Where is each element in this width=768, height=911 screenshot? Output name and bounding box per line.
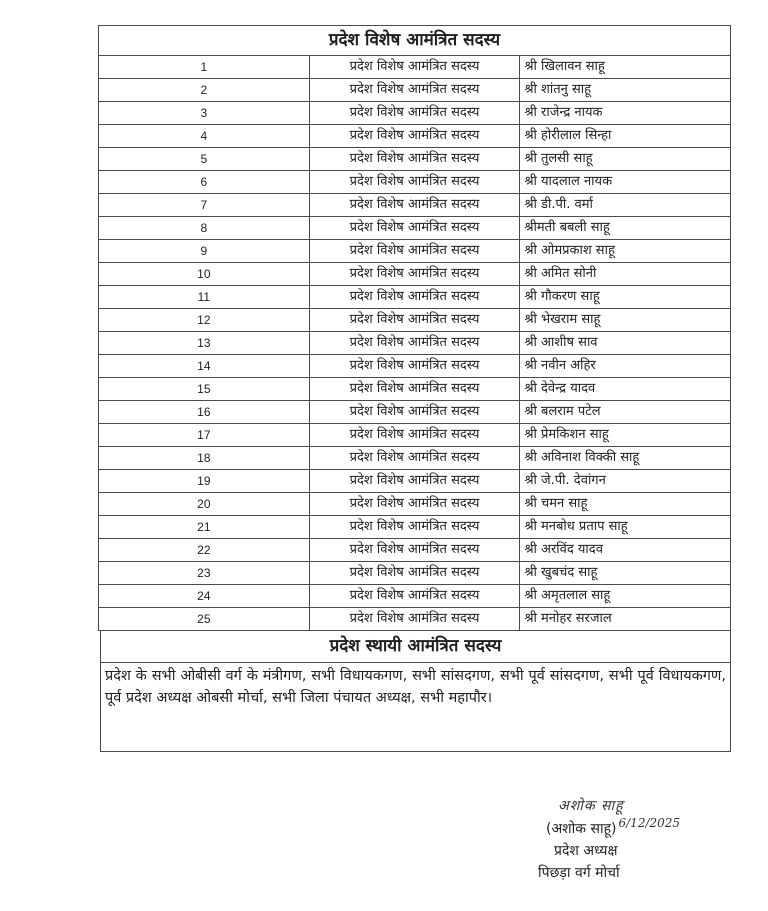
member-name: श्री चमन साहू — [520, 493, 731, 516]
member-post: प्रदेश विशेष आमंत्रित सदस्य — [309, 125, 520, 148]
member-post: प्रदेश विशेष आमंत्रित सदस्य — [309, 286, 520, 309]
document — [98, 25, 731, 752]
serial-number: 12 — [99, 309, 310, 332]
serial-number: 7 — [99, 194, 310, 217]
member-post: प्रदेश विशेष आमंत्रित सदस्य — [309, 585, 520, 608]
permanent-invitees-text: प्रदेश के सभी ओबीसी वर्ग के मंत्रीगण, सभी विधायकगण, सभी सांसदगण, सभी पूर्व सांसदगण, सभी पूर्व विधायकगण, पूर्व प्रदेश अध्यक्ष ओबसी मोर्चा, सभी जिला पंचायत अध्यक्ष, सभी महापौर। — [105, 668, 726, 706]
table-row — [99, 401, 731, 424]
table-row — [99, 516, 731, 539]
member-post: प्रदेश विशेष आमंत्रित सदस्य — [309, 263, 520, 286]
table-row — [99, 56, 731, 79]
section-title: प्रदेश स्थायी आमंत्रित सदस्य — [101, 631, 730, 663]
section-title: प्रदेश विशेष आमंत्रित सदस्य — [99, 26, 731, 56]
serial-number: 11 — [99, 286, 310, 309]
permanent-invitees-section — [100, 631, 731, 752]
serial-number: 3 — [99, 102, 310, 125]
member-post: प्रदेश विशेष आमंत्रित सदस्य — [309, 401, 520, 424]
member-post: प्रदेश विशेष आमंत्रित सदस्य — [309, 217, 520, 240]
member-name: श्री देवेन्द्र यादव — [520, 378, 731, 401]
member-name: श्री प्रेमकिशन साहू — [520, 424, 731, 447]
member-name: श्री शांतनु साहू — [520, 79, 731, 102]
table-row — [99, 424, 731, 447]
table-row — [99, 79, 731, 102]
member-post: प्रदेश विशेष आमंत्रित सदस्य — [309, 240, 520, 263]
serial-number: 1 — [99, 56, 310, 79]
serial-number: 20 — [99, 493, 310, 516]
member-name: श्री तुलसी साहू — [520, 148, 731, 171]
handwritten-signature: अशोक साहू — [558, 798, 624, 814]
table-row — [99, 171, 731, 194]
signatory-name: (अशोक साहू) — [546, 821, 617, 837]
member-name: श्री गौकरण साहू — [520, 286, 731, 309]
special-invitees-table — [98, 25, 731, 631]
member-name: श्री अरविंद यादव — [520, 539, 731, 562]
serial-number: 22 — [99, 539, 310, 562]
member-name: श्री डी.पी. वर्मा — [520, 194, 731, 217]
member-name: श्री होरीलाल सिन्हा — [520, 125, 731, 148]
member-name: श्री राजेन्द्र नायक — [520, 102, 731, 125]
member-name: श्री अविनाश विक्की साहू — [520, 447, 731, 470]
serial-number: 5 — [99, 148, 310, 171]
member-post: प्रदेश विशेष आमंत्रित सदस्य — [309, 493, 520, 516]
member-post: प्रदेश विशेष आमंत्रित सदस्य — [309, 378, 520, 401]
member-post: प्रदेश विशेष आमंत्रित सदस्य — [309, 194, 520, 217]
table-row — [99, 470, 731, 493]
serial-number: 10 — [99, 263, 310, 286]
member-name: श्रीमती बबली साहू — [520, 217, 731, 240]
member-post: प्रदेश विशेष आमंत्रित सदस्य — [309, 79, 520, 102]
table-row — [99, 217, 731, 240]
member-name: श्री जे.पी. देवांगन — [520, 470, 731, 493]
member-post: प्रदेश विशेष आमंत्रित सदस्य — [309, 102, 520, 125]
serial-number: 24 — [99, 585, 310, 608]
serial-number: 6 — [99, 171, 310, 194]
signature-block — [538, 796, 738, 884]
serial-number: 17 — [99, 424, 310, 447]
serial-number: 21 — [99, 516, 310, 539]
table-row — [99, 102, 731, 125]
member-post: प्रदेश विशेष आमंत्रित सदस्य — [309, 447, 520, 470]
table-row — [99, 378, 731, 401]
member-post: प्रदेश विशेष आमंत्रित सदस्य — [309, 424, 520, 447]
table-row — [99, 263, 731, 286]
serial-number: 25 — [99, 608, 310, 631]
member-post: प्रदेश विशेष आमंत्रित सदस्य — [309, 516, 520, 539]
serial-number: 18 — [99, 447, 310, 470]
member-post: प्रदेश विशेष आमंत्रित सदस्य — [309, 562, 520, 585]
signatory-organization: पिछड़ा वर्ग मोर्चा — [538, 865, 620, 881]
table-row — [99, 286, 731, 309]
table-row — [99, 608, 731, 631]
member-name: श्री भेखराम साहू — [520, 309, 731, 332]
signature-date: 6/12/2025 — [618, 816, 681, 830]
table-row — [99, 309, 731, 332]
member-name: श्री ओमप्रकाश साहू — [520, 240, 731, 263]
serial-number: 13 — [99, 332, 310, 355]
serial-number: 8 — [99, 217, 310, 240]
member-post: प्रदेश विशेष आमंत्रित सदस्य — [309, 332, 520, 355]
member-name: श्री बलराम पटेल — [520, 401, 731, 424]
member-name: श्री खिलावन साहू — [520, 56, 731, 79]
serial-number: 14 — [99, 355, 310, 378]
table-body — [99, 56, 731, 631]
member-post: प्रदेश विशेष आमंत्रित सदस्य — [309, 608, 520, 631]
member-post: प्रदेश विशेष आमंत्रित सदस्य — [309, 539, 520, 562]
table-row — [99, 447, 731, 470]
member-post: प्रदेश विशेष आमंत्रित सदस्य — [309, 355, 520, 378]
serial-number: 23 — [99, 562, 310, 585]
table-row — [99, 355, 731, 378]
table-row — [99, 493, 731, 516]
member-post: प्रदेश विशेष आमंत्रित सदस्य — [309, 309, 520, 332]
table-row — [99, 539, 731, 562]
table-row — [99, 562, 731, 585]
table-row — [99, 240, 731, 263]
member-name: श्री आशीष साव — [520, 332, 731, 355]
table-title-row — [99, 26, 731, 56]
serial-number: 15 — [99, 378, 310, 401]
serial-number: 9 — [99, 240, 310, 263]
serial-number: 16 — [99, 401, 310, 424]
member-name: श्री मनबोध प्रताप साहू — [520, 516, 731, 539]
member-name: श्री मनोहर सरजाल — [520, 608, 731, 631]
member-name: श्री अमृतलाल साहू — [520, 585, 731, 608]
table-row — [99, 585, 731, 608]
serial-number: 2 — [99, 79, 310, 102]
table-row — [99, 148, 731, 171]
table-row — [99, 125, 731, 148]
table-row — [99, 332, 731, 355]
signatory-designation: प्रदेश अध्यक्ष — [554, 843, 618, 859]
member-name: श्री यादलाल नायक — [520, 171, 731, 194]
serial-number: 4 — [99, 125, 310, 148]
member-name: श्री नवीन अहिर — [520, 355, 731, 378]
member-post: प्रदेश विशेष आमंत्रित सदस्य — [309, 470, 520, 493]
member-post: प्रदेश विशेष आमंत्रित सदस्य — [309, 171, 520, 194]
member-name: श्री अमित सोनी — [520, 263, 731, 286]
member-post: प्रदेश विशेष आमंत्रित सदस्य — [309, 148, 520, 171]
serial-number: 19 — [99, 470, 310, 493]
member-name: श्री खुबचंद साहू — [520, 562, 731, 585]
table-row — [99, 194, 731, 217]
member-post: प्रदेश विशेष आमंत्रित सदस्य — [309, 56, 520, 79]
